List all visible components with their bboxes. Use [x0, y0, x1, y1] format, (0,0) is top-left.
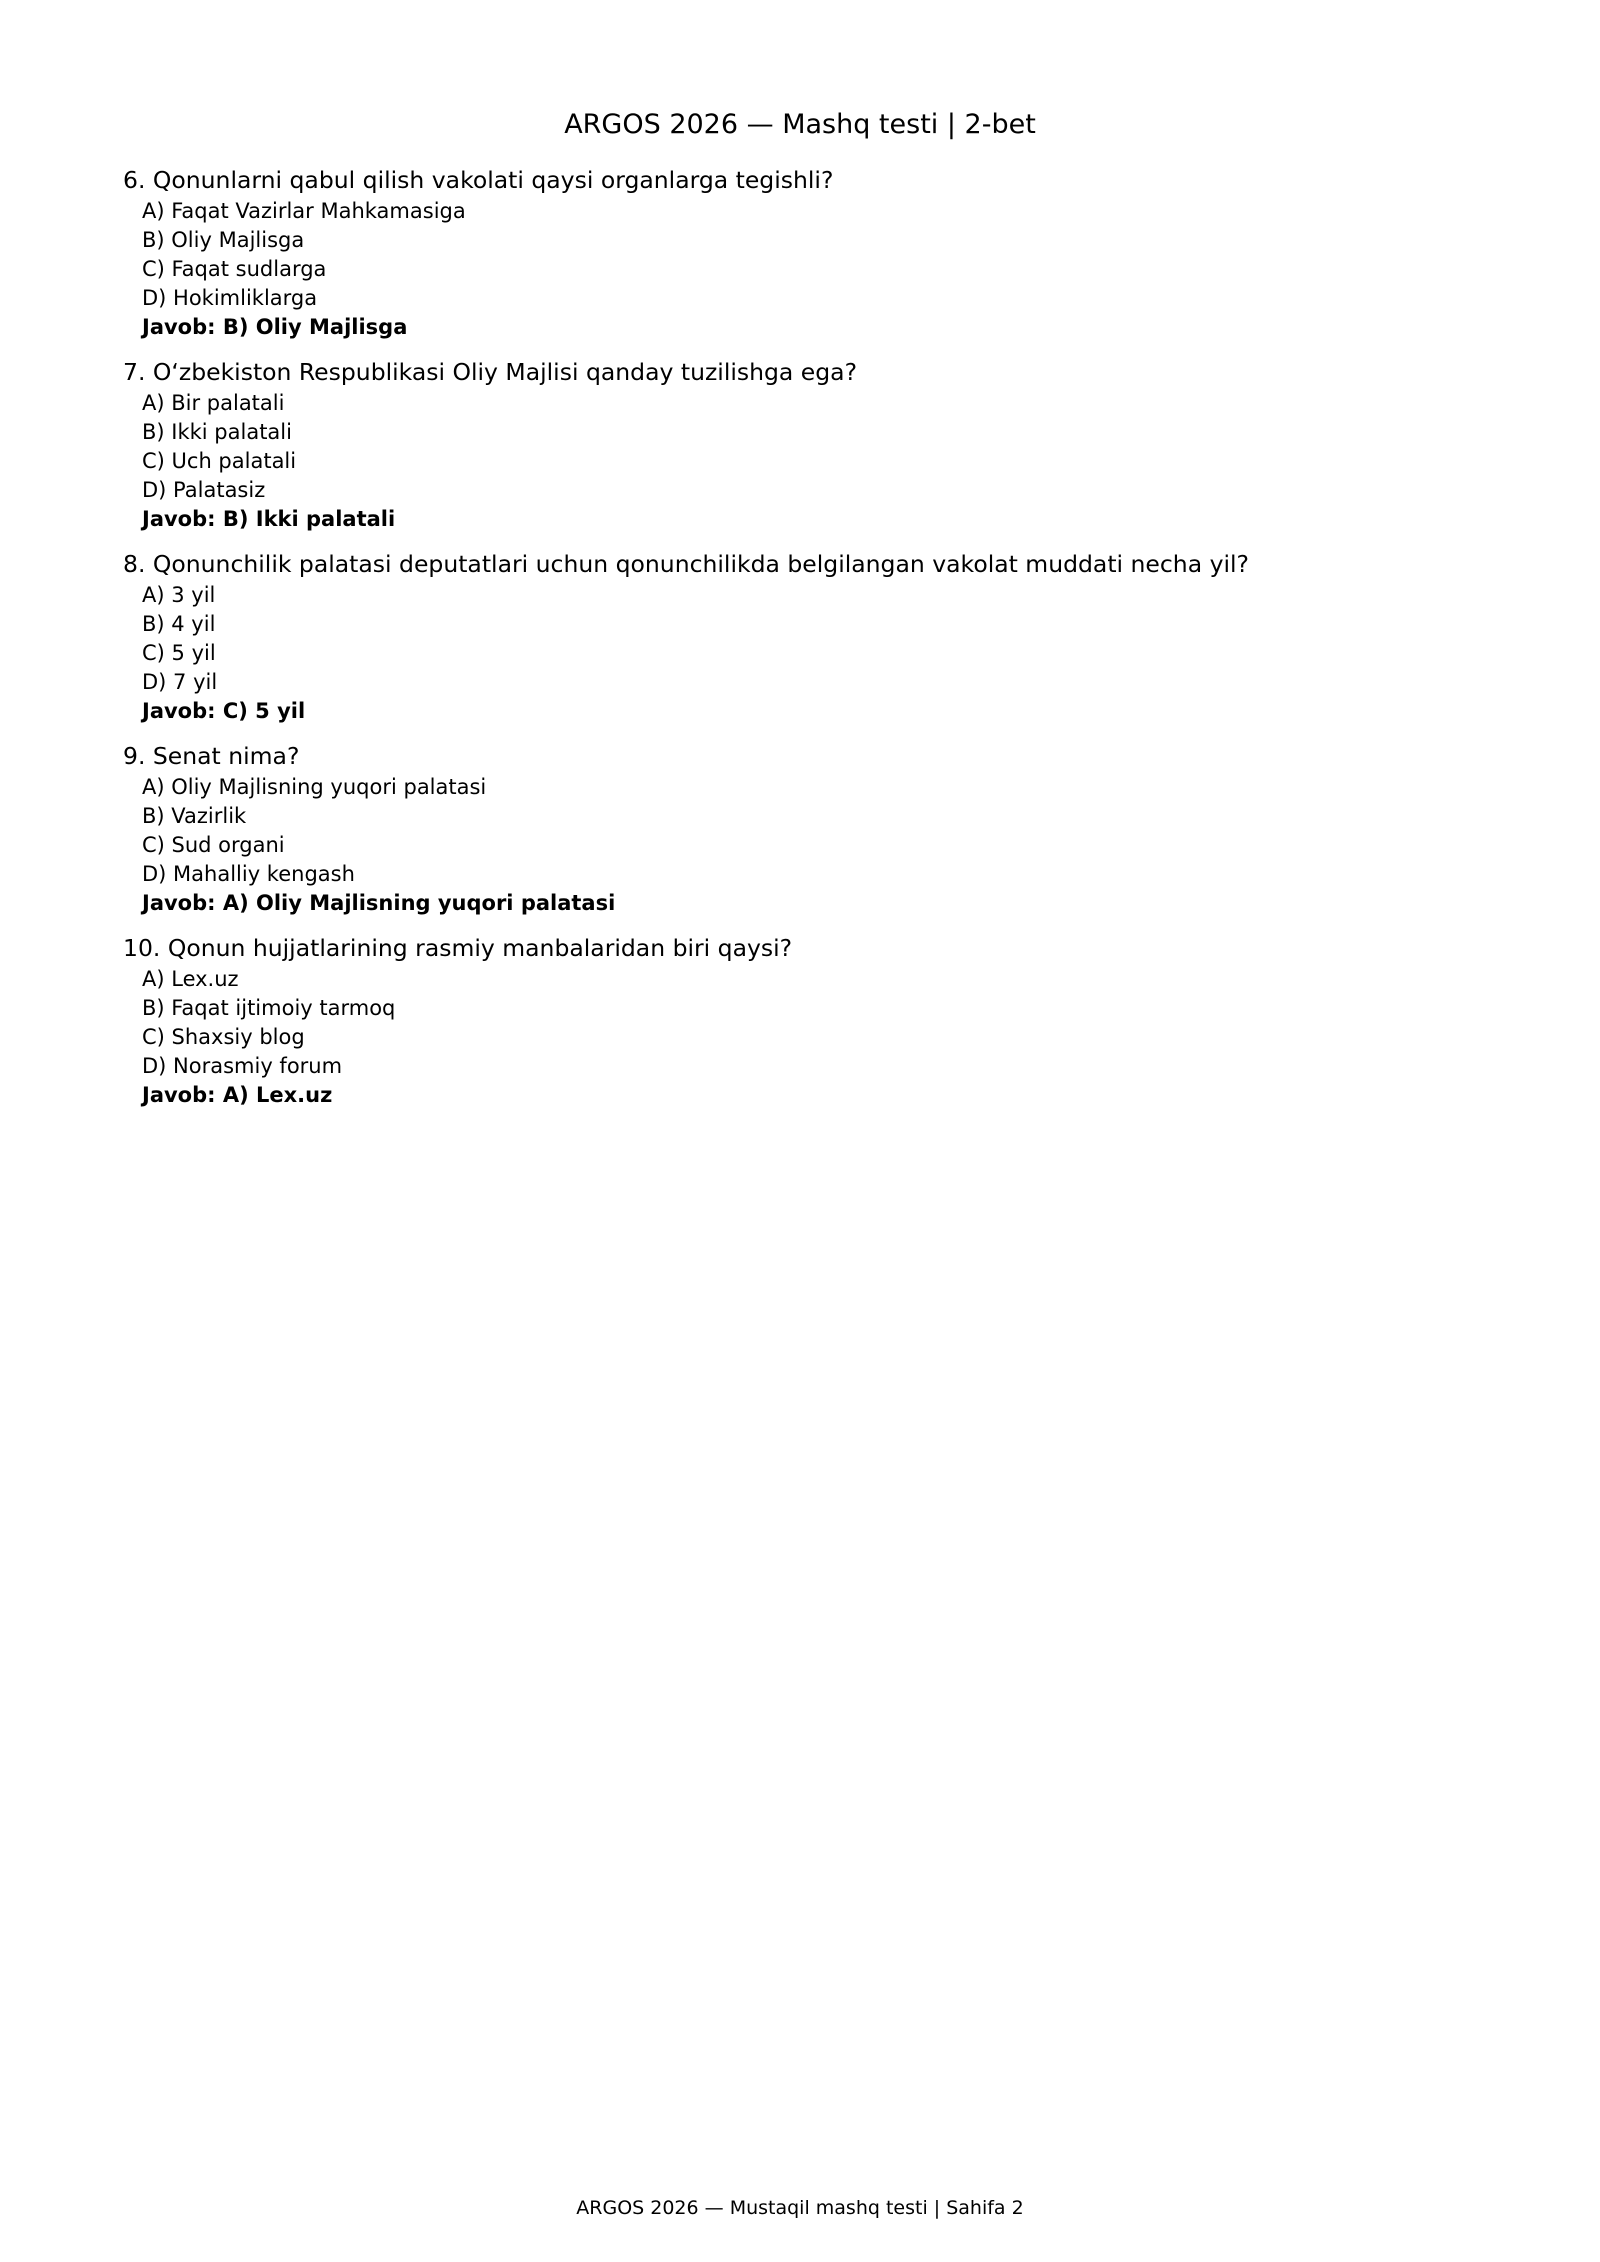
- question-7: [123, 357, 1503, 549]
- option-a: A) Bir palatali: [142, 391, 285, 415]
- option-d: D) 7 yil: [142, 670, 218, 694]
- option-a: A) Faqat Vazirlar Mahkamasiga: [142, 199, 466, 223]
- option-a: A) 3 yil: [142, 583, 216, 607]
- question-list: [123, 165, 1503, 1125]
- answer-line: Javob: A) Oliy Majlisning yuqori palatasi: [142, 891, 616, 915]
- option-b: B) Faqat ijtimoiy tarmoq: [142, 996, 396, 1020]
- option-list: [123, 581, 1503, 697]
- option-c: C) Shaxsiy blog: [142, 1025, 305, 1049]
- answer-line: Javob: B) Ikki palatali: [142, 507, 396, 531]
- option-c: C) Uch palatali: [142, 449, 297, 473]
- option-a: A) Oliy Majlisning yuqori palatasi: [142, 775, 487, 799]
- question-9: [123, 741, 1503, 933]
- option-d: D) Mahalliy kengash: [142, 862, 355, 886]
- option-list: [123, 773, 1503, 889]
- option-list: [123, 965, 1503, 1081]
- question-text: 7. O‘zbekiston Respublikasi Oliy Majlisi qanday tuzilishga ega?: [123, 358, 858, 386]
- question-text: 6. Qonunlarni qabul qilish vakolati qaysi organlarga tegishli?: [123, 166, 834, 194]
- answer-line: Javob: A) Lex.uz: [142, 1083, 333, 1107]
- question-10: [123, 933, 1503, 1125]
- option-b: B) Ikki palatali: [142, 420, 292, 444]
- option-d: D) Norasmiy forum: [142, 1054, 343, 1078]
- option-c: C) Faqat sudlarga: [142, 257, 327, 281]
- option-b: B) Vazirlik: [142, 804, 247, 828]
- question-8: [123, 549, 1503, 741]
- option-list: [123, 197, 1503, 313]
- option-d: D) Hokimliklarga: [142, 286, 318, 310]
- page-title: ARGOS 2026 — Mashq testi | 2-bet: [564, 109, 1036, 140]
- answer-line: Javob: C) 5 yil: [142, 699, 306, 723]
- option-a: A) Lex.uz: [142, 967, 239, 991]
- answer-line: Javob: B) Oliy Majlisga: [142, 315, 408, 339]
- question-text: 9. Senat nima?: [123, 742, 300, 770]
- question-text: 10. Qonun hujjatlarining rasmiy manbalaridan biri qaysi?: [123, 934, 793, 962]
- question-text: 8. Qonunchilik palatasi deputatlari uchun qonunchilikda belgilangan vakolat muddati necha yil?: [123, 550, 1250, 578]
- question-6: [123, 165, 1503, 357]
- option-b: B) 4 yil: [142, 612, 216, 636]
- option-d: D) Palatasiz: [142, 478, 266, 502]
- page-footer: ARGOS 2026 — Mustaqil mashq testi | Sahifa 2: [576, 2197, 1024, 2219]
- option-c: C) Sud organi: [142, 833, 285, 857]
- option-c: C) 5 yil: [142, 641, 216, 665]
- option-list: [123, 389, 1503, 505]
- option-b: B) Oliy Majlisga: [142, 228, 305, 252]
